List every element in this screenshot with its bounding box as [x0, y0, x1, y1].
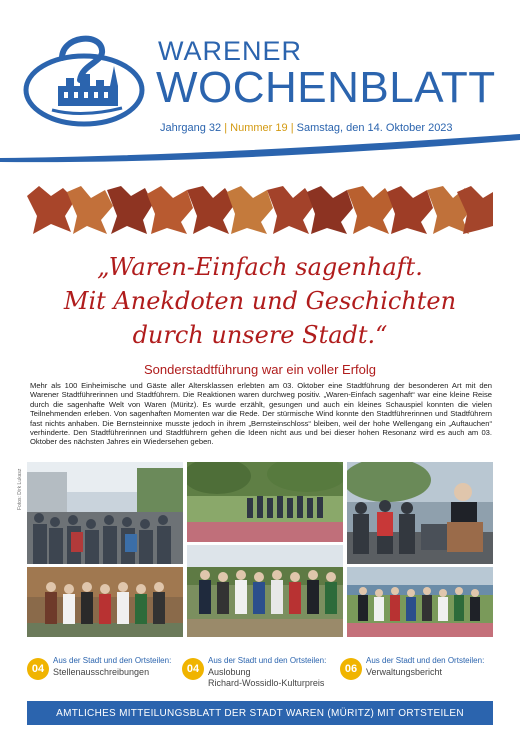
issue-date: Samstag, den 14. Oktober 2023	[296, 122, 453, 134]
issue-volume: Jahrgang 32	[160, 122, 222, 134]
article-headline: Sonderstadtführung war ein voller Erfolg	[144, 362, 376, 377]
issue-separator: |	[224, 122, 228, 134]
masthead-title-line2: WOCHENBLATT	[156, 63, 496, 112]
headline-quote	[40, 250, 480, 352]
photo-costumed-group-lake	[347, 567, 493, 637]
quote-line-1: „Waren-Einfach sagenhaft.	[97, 253, 423, 281]
photo-crowd-street	[27, 462, 183, 564]
article-body: Mehr als 100 Einheimische und Gäste aller Altersklassen erlebten am 03. Oktober eine Stadtführung der besonderen Art mit den Warener Stadtführerinnen und Stadtführern. Die Reaktionen waren durchweg positiv. „Waren-Einfach sagenhaft“ war eine kleine Reise durch die sagenhafte Welt von Waren (Müritz). Es wurde erzählt, gesungen und auch ein kleines Schauspiel konnten die vielen Teilnehmenden erleben. Von sagenhaften Momenten war die Rede. Der stürmische Wind konnte den Stadtführerinnen und Stadtführern fast nichts anhaben. Die Bernsteinnixe musste jedoch in ihrem „Bernsteinschloss“ bleiben, weil der hohe Wellengang ein „Auftauchen“ verhinderte. Den Stadtführerinnen und Stadtführern gehen die Ideen nicht aus und bei dieser hohen Resonanz wird es auch am 03. Oktober des nächsten Jahres ein Wiedersehen geben.	[30, 381, 492, 447]
photo-costumed-group-bench	[27, 567, 183, 637]
teaser-category: Aus der Stadt und den Ortsteilen:	[366, 656, 485, 665]
photo-credit: Fotos: Dirk Lukasz	[17, 468, 23, 510]
quote-line-3: durch unsere Stadt.“	[132, 321, 388, 349]
masthead-title-line1: WARENER	[158, 36, 303, 66]
issue-separator: |	[290, 122, 294, 134]
photo-costumed-group-garden	[187, 545, 343, 637]
swan-city-logo-icon	[22, 28, 152, 128]
footer-banner: AMTLICHES MITTEILUNGSBLATT DER STADT WAREN (MÜRITZ) MIT ORTSTEILEN	[27, 701, 493, 725]
quote-line-2: Mit Anekdoten und Geschichten	[63, 287, 457, 315]
page-number-badge: 04	[182, 658, 204, 680]
teaser-stellenausschreibungen[interactable]	[27, 654, 177, 690]
teaser-category: Aus der Stadt und den Ortsteilen:	[53, 656, 172, 665]
masthead-swoosh	[0, 128, 520, 168]
autumn-leaves-banner	[27, 186, 493, 236]
teaser-title-line1: Auslobung	[208, 667, 251, 677]
teaser-title: Stellenausschreibungen	[53, 667, 150, 677]
page-number-badge: 04	[27, 658, 49, 680]
photo-park-group	[187, 462, 343, 542]
teaser-title: Verwaltungsbericht	[366, 667, 443, 677]
page-number-badge: 06	[340, 658, 362, 680]
teaser-title	[208, 667, 324, 689]
teaser-verwaltungsbericht[interactable]	[340, 654, 495, 690]
photo-costumed-storyteller	[347, 462, 493, 564]
teaser-title-line2: Richard-Wossidlo-Kulturpreis	[208, 678, 325, 688]
issue-number: Nummer 19	[230, 122, 288, 134]
teaser-category: Aus der Stadt und den Ortsteilen:	[208, 656, 327, 665]
teaser-kulturpreis[interactable]	[182, 654, 332, 690]
